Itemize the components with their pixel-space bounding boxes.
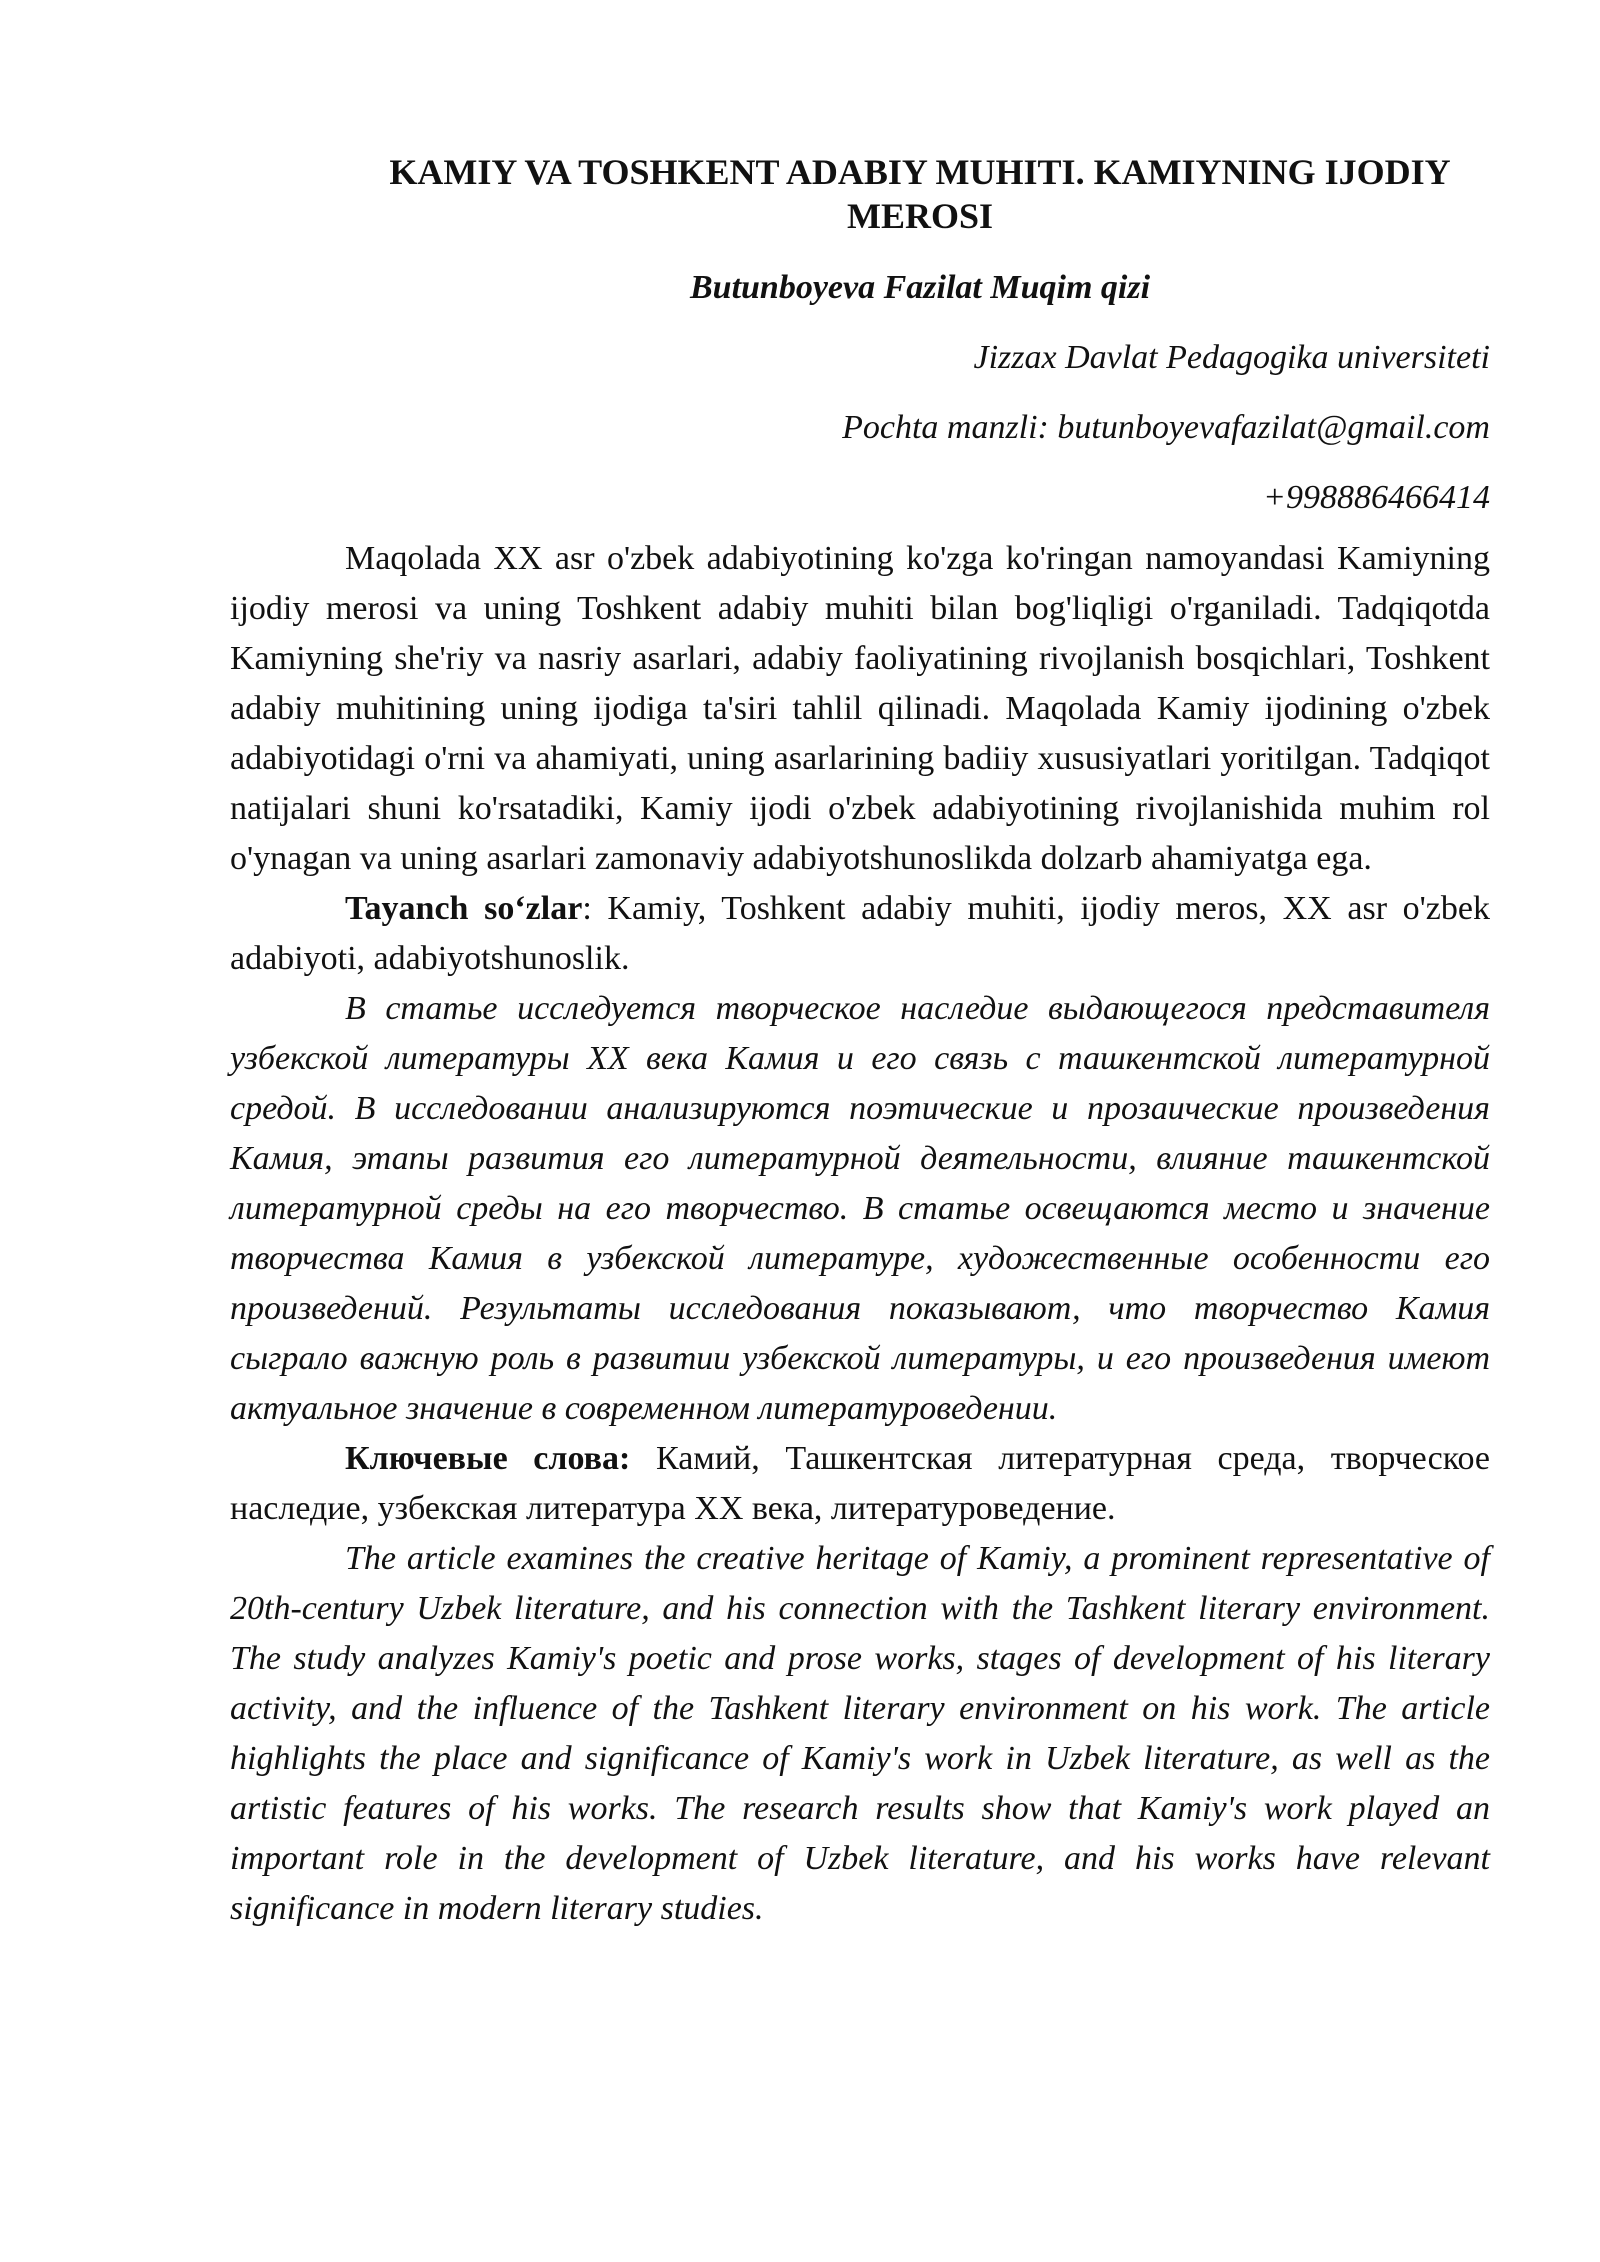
keywords-russian [230, 1434, 1490, 1534]
keywords-uzbek-text: : Kamiy, Toshkent adabiy muhiti, ijodiy meros, XX asr o'zbek adabiyoti, adabiyotshunoslik. [230, 890, 1490, 977]
affiliation: Jizzax Davlat Pedagogika universiteti [973, 339, 1490, 376]
keywords-russian-text: Камий, Ташкентская литературная среда, творческое наследие, узбекская литература XX века, литературоведение. [230, 1440, 1491, 1527]
phone-line: +998886466414 [1263, 479, 1490, 516]
abstract-english: The article examines the creative heritage of Kamiy, a prominent representative of 20th-century Uzbek literature, and his connection with the Tashkent literary environment. The study analyzes Kamiy's poetic and prose works, stages of development of his literary activity, and the influence of the Tashkent literary environment on his work. The article highlights the place and significance of Kamiy's work in Uzbek literature, as well as the artistic features of his works. The research results show that Kamiy's work played an important role in the development of Uzbek literature, and his works have relevant significance in modern literary studies. [230, 1540, 1490, 1927]
keywords-russian-label: Ключевые слова: [345, 1440, 631, 1477]
paper-page [230, 150, 1490, 1934]
keywords-uzbek [230, 884, 1490, 984]
keywords-uzbek-label: Tayanch so‘zlar [345, 890, 583, 927]
email-line: Pochta manzli: butunboyevafazilat@gmail.com [842, 409, 1490, 446]
abstract-uzbek: Maqolada XX asr o'zbek adabiyotining ko'zga ko'ringan namoyandasi Kamiyning ijodiy merosi va uning Toshkent adabiy muhiti bilan bog'liqligi o'rganiladi. Tadqiqotda Kamiyning she'riy va nasriy asarlari, adabiy faoliyatining rivojlanish bosqichlari, Toshkent adabiy muhitining uning ijodiga ta'siri tahlil qilinadi. Maqolada Kamiy ijodining o'zbek adabiyotidagi o'rni va ahamiyati, uning asarlarining badiiy xususiyatlari yoritilgan. Tadqiqot natijalari shuni ko'rsatadiki, Kamiy ijodi o'zbek adabiyotining rivojlanishida muhim rol o'ynagan va uning asarlari zamonaviy adabiyotshunoslikda dolzarb ahamiyatga ega. [230, 540, 1490, 877]
author-name: Butunboyeva Fazilat Muqim qizi [689, 269, 1151, 306]
paper-title: KAMIY VA TOSHKENT ADABIY MUHITI. KAMIYNING IJODIY MEROSI [389, 152, 1451, 236]
abstract-russian: В статье исследуется творческое наследие выдающегося представителя узбекской литературы XX века Камия и его связь с ташкентской литературной средой. В исследовании анализируются поэтические и прозаические произведения Камия, этапы развития его литературной деятельности, влияние ташкентской литературной среды на его творчество. В статье освещаются место и значение творчества Камия в узбекской литературе, художественные особенности его произведений. Результаты исследования показывают, что творчество Камия сыграло важную роль в развитии узбекской литературы, и его произведения имеют актуальное значение в современном литературоведении. [230, 990, 1490, 1427]
